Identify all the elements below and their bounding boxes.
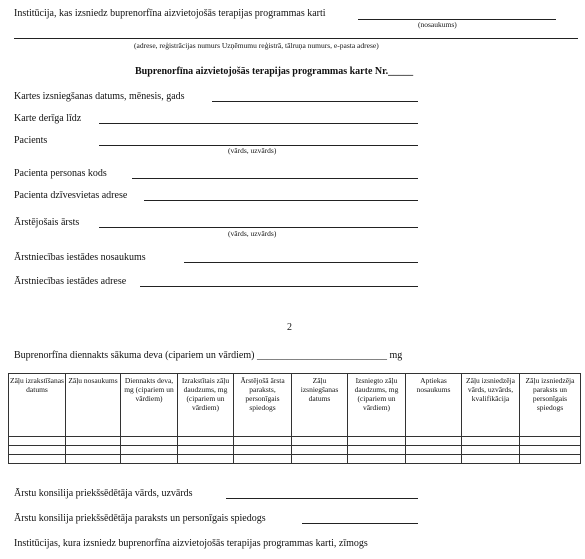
table-column-header: Zāļu izrakstīšanas datums [9, 374, 66, 437]
valid-until-label: Karte derīga līdz [14, 113, 82, 124]
doctor-label: Ārstējošais ārsts [14, 217, 80, 228]
table-cell[interactable] [121, 437, 178, 446]
table-cell[interactable] [121, 446, 178, 455]
table-cell[interactable] [520, 437, 581, 446]
facility-name-line[interactable] [184, 262, 418, 263]
doctor-caption: (vārds, uzvārds) [228, 229, 277, 238]
facility-address-label: Ārstniecības iestādes adrese [14, 276, 127, 287]
dose-blank[interactable]: __________________________ [256, 350, 387, 361]
table-cell[interactable] [178, 455, 234, 464]
table-row [9, 446, 581, 455]
table-cell[interactable] [292, 446, 348, 455]
facility-address-line[interactable] [140, 286, 418, 287]
residence-label: Pacienta dzīvesvietas adrese [14, 190, 128, 201]
patient-caption: (vārds, uzvārds) [228, 146, 277, 155]
table-column-header: Zāļu nosaukums [66, 374, 121, 437]
prescription-table [8, 373, 581, 464]
table-cell[interactable] [462, 437, 520, 446]
table-cell[interactable] [178, 446, 234, 455]
table-column-header: Izsniegto zāļu daudzums, mg (cipariem un vārdiem) [348, 374, 406, 437]
table-cell[interactable] [292, 437, 348, 446]
council-signature-label: Ārstu konsilija priekšsēdētāja paraksts un personīgais spiedogs [14, 513, 266, 524]
table-cell[interactable] [520, 455, 581, 464]
dose-label [14, 350, 402, 361]
table-cell[interactable] [406, 455, 462, 464]
table-column-header: Ārstējošā ārsta paraksts, personīgais spiedogs [234, 374, 292, 437]
table-cell[interactable] [406, 437, 462, 446]
table-cell[interactable] [406, 446, 462, 455]
facility-name-label: Ārstniecības iestādes nosaukums [14, 252, 146, 263]
table-column-header: Zāļu izsniedzēja vārds, uzvārds, kvalifikācija [462, 374, 520, 437]
institution-name-caption: (nosaukums) [418, 20, 457, 29]
valid-until-line[interactable] [99, 123, 418, 124]
table-cell[interactable] [121, 455, 178, 464]
table-cell[interactable] [9, 437, 66, 446]
issue-date-line[interactable] [212, 101, 418, 102]
table-column-header: Diennakts deva, mg (cipariem un vārdiem) [121, 374, 178, 437]
institution-address-caption: (adrese, reģistrācijas numurs Uzņēmumu reģistrā, tālruņa numurs, e-pasta adrese) [134, 41, 379, 50]
table-row [9, 437, 581, 446]
table-column-header: Izrakstītais zāļu daudzums, mg (cipariem un vārdiem) [178, 374, 234, 437]
page-number: 2 [287, 322, 292, 333]
table-cell[interactable] [178, 437, 234, 446]
table-cell[interactable] [348, 437, 406, 446]
table-cell[interactable] [234, 455, 292, 464]
stamp-label: Institūcijas, kura izsniedz buprenorfīna aizvietojošās terapijas programmas karti, zīmogs [14, 538, 368, 549]
personal-code-label: Pacienta personas kods [14, 168, 107, 179]
table-cell[interactable] [234, 437, 292, 446]
dose-label-text: Buprenorfīna diennakts sākuma deva (cipariem un vārdiem) [14, 350, 255, 361]
doctor-line[interactable] [99, 227, 418, 228]
table-cell[interactable] [234, 446, 292, 455]
table-body [9, 437, 581, 464]
table-row [9, 455, 581, 464]
table-cell[interactable] [66, 455, 121, 464]
council-name-label: Ārstu konsilija priekšsēdētāja vārds, uzvārds [14, 488, 193, 499]
table-cell[interactable] [348, 446, 406, 455]
table-cell[interactable] [348, 455, 406, 464]
institution-address-line[interactable] [14, 38, 578, 39]
table-cell[interactable] [9, 455, 66, 464]
council-name-line[interactable] [226, 498, 418, 499]
council-signature-line[interactable] [302, 523, 418, 524]
dose-unit: mg [389, 350, 403, 361]
residence-line[interactable] [144, 200, 418, 201]
table-cell[interactable] [66, 437, 121, 446]
institution-label: Institūcija, kas izsniedz buprenorfīna aizvietojošās terapijas programmas karti [14, 8, 326, 19]
table-cell[interactable] [462, 446, 520, 455]
personal-code-line[interactable] [132, 178, 418, 179]
patient-label: Pacients [14, 135, 48, 146]
table-cell[interactable] [462, 455, 520, 464]
card-title: Buprenorfīna aizvietojošās terapijas programmas karte Nr._____ [135, 66, 414, 77]
table-column-header: Zāļu izsniegšanas datums [292, 374, 348, 437]
table-cell[interactable] [292, 455, 348, 464]
table-header-row [9, 374, 581, 437]
issue-date-label: Kartes izsniegšanas datums, mēnesis, gads [14, 91, 185, 102]
table-column-header: Zāļu izsniedzēja paraksts un personīgais spiedogs [520, 374, 581, 437]
institution-name-line[interactable] [358, 19, 556, 20]
table-cell[interactable] [9, 446, 66, 455]
table-cell[interactable] [520, 446, 581, 455]
table-column-header: Aptiekas nosaukums [406, 374, 462, 437]
table-cell[interactable] [66, 446, 121, 455]
